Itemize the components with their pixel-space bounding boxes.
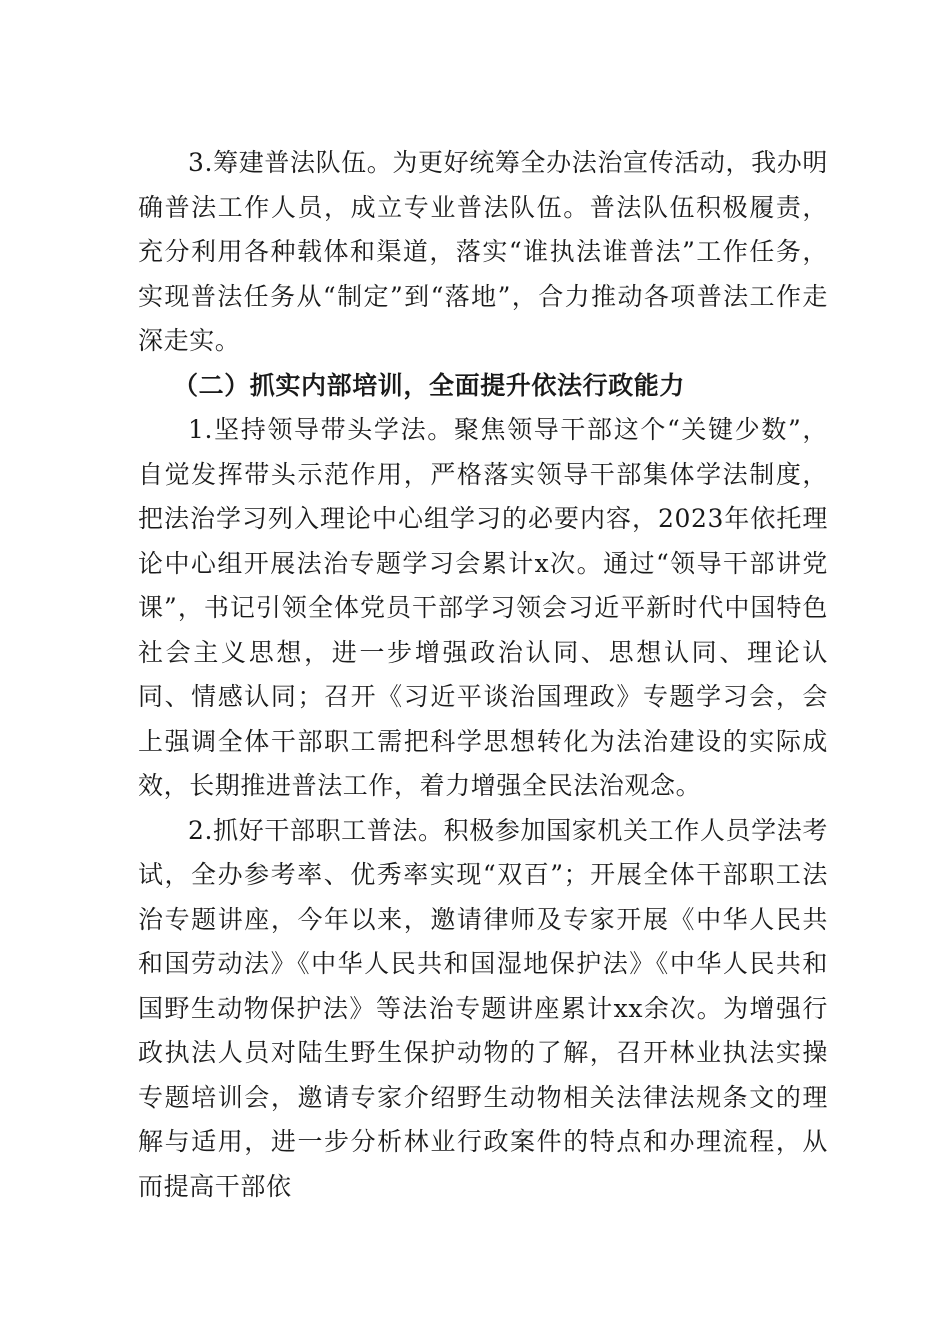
paragraph-leaders-study-law: 1.坚持领导带头学法。聚焦领导干部这个“关键少数”，自觉发挥带头示范作用，严格落实领导干部集体学法制度，把法治学习列入理论中心组学习的必要内容，2023年依托理论中心组开展法治专题学习会累计x次。通过“领导干部讲党课”，书记引领全体党员干部学习领会习近平新时代中国特色社会主义思想，进一步增强政治认同、思想认同、理论认同、情感认同；召开《习近平谈治国理政》专题学习会，会上强调全体干部职工需把科学思想转化为法治建设的实际成效，长期推进普法工作，着力增强全民法治观念。 <box>138 415 828 800</box>
paragraph-staff-law-education: 2.抓好干部职工普法。积极参加国家机关工作人员学法考试，全办参考率、优秀率实现“双百”；开展全体干部职工法治专题讲座，今年以来，邀请律师及专家开展《中华人民共和国劳动法》《中华人民共和国湿地保护法》《中华人民共和国野生动物保护法》等法治专题讲座累计xx余次。为增强行政执法人员对陆生野生保护动物的了解，召开林业执法实操专题培训会，邀请专家介绍野生动物相关法律法规条文的理解与适用，进一步分析林业行政案件的特点和办理流程，从而提高干部依 <box>138 815 828 1201</box>
section-heading-internal-training: （二）抓实内部培训，全面提升依法行政能力 <box>173 370 686 400</box>
paragraph-team-building: 3.筹建普法队伍。为更好统筹全办法治宣传活动，我办明确普法工作人员，成立专业普法队伍。普法队伍积极履责，充分利用各种载体和渠道，落实“谁执法谁普法”工作任务，实现普法任务从“制定”到“落地”，合力推动各项普法工作走深走实。 <box>138 148 828 355</box>
document-body <box>138 141 828 1209</box>
